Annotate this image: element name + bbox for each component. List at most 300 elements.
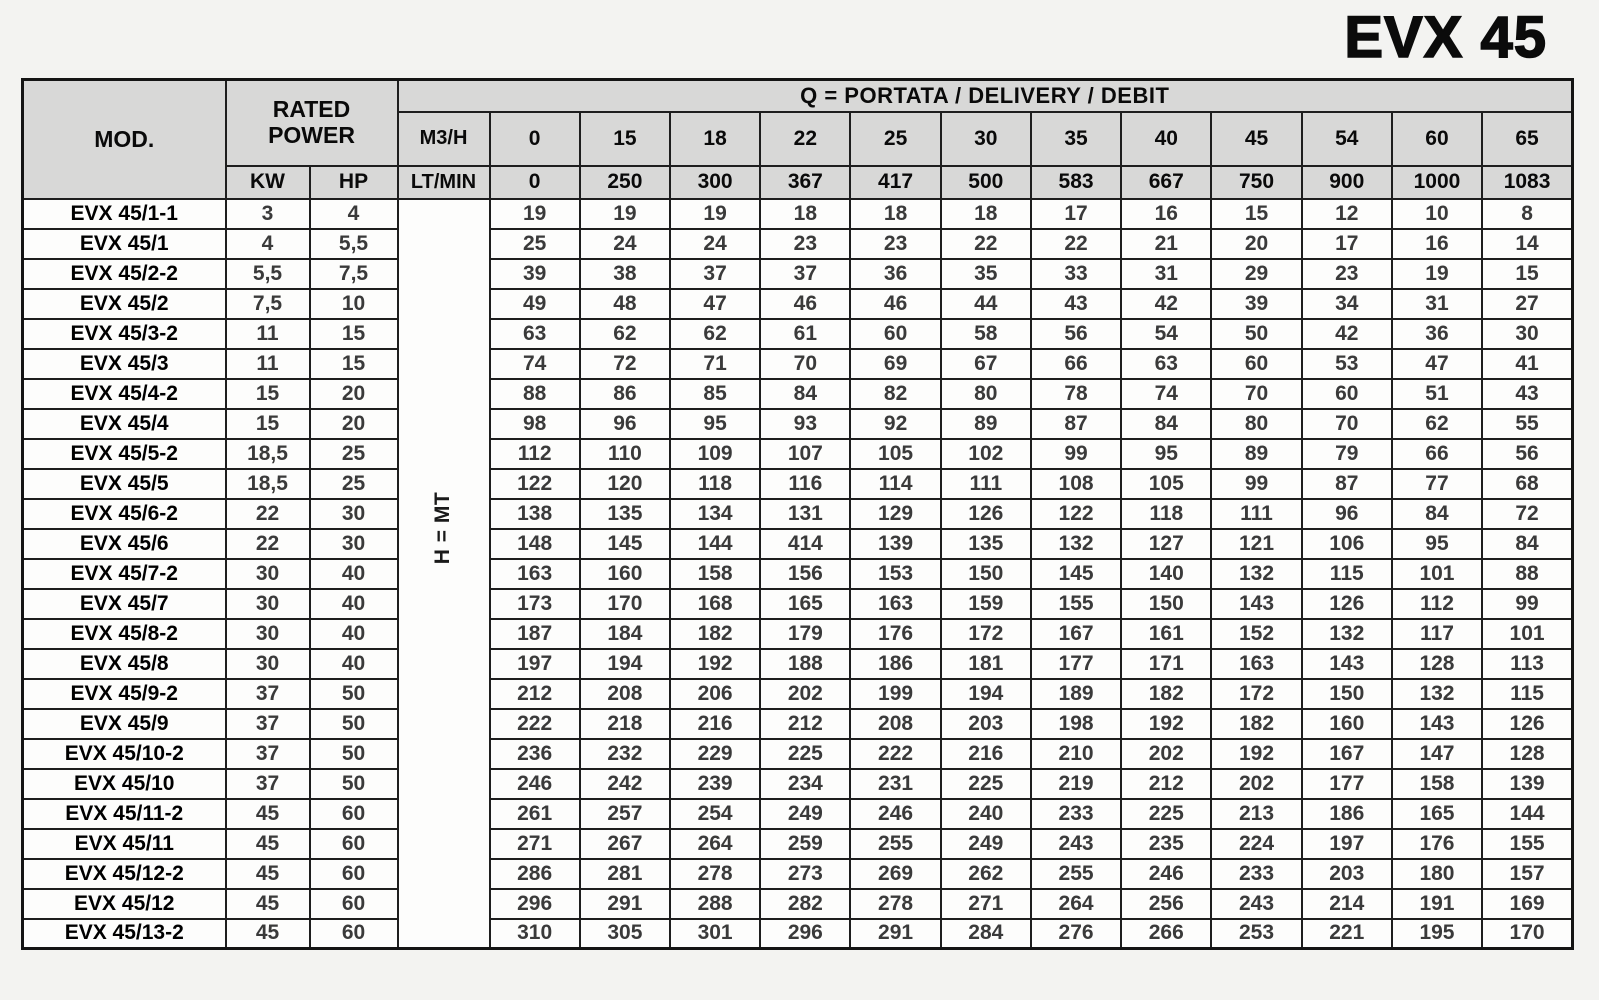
ltmin-value-cell: 667 xyxy=(1121,166,1211,199)
model-cell: EVX 45/2-2 xyxy=(23,259,226,289)
head-value-cell: 282 xyxy=(760,889,850,919)
head-value-cell: 191 xyxy=(1392,889,1482,919)
table-row xyxy=(23,289,1573,319)
head-value-cell: 99 xyxy=(1031,439,1121,469)
head-value-cell: 19 xyxy=(1392,259,1482,289)
head-value-cell: 43 xyxy=(1031,289,1121,319)
head-value-cell: 117 xyxy=(1392,619,1482,649)
table-row xyxy=(23,889,1573,919)
model-cell: EVX 45/6-2 xyxy=(23,499,226,529)
hp-cell: 4 xyxy=(310,199,398,229)
head-value-cell: 192 xyxy=(1121,709,1211,739)
head-value-cell: 95 xyxy=(1392,529,1482,559)
head-value-cell: 18 xyxy=(760,199,850,229)
head-value-cell: 143 xyxy=(1392,709,1482,739)
table-row xyxy=(23,799,1573,829)
head-value-cell: 70 xyxy=(1302,409,1392,439)
table-row xyxy=(23,829,1573,859)
head-value-cell: 66 xyxy=(1031,349,1121,379)
head-value-cell: 63 xyxy=(1121,349,1211,379)
kw-cell: 37 xyxy=(226,769,310,799)
hp-cell: 50 xyxy=(310,679,398,709)
head-value-cell: 262 xyxy=(941,859,1031,889)
head-value-cell: 134 xyxy=(670,499,760,529)
ltmin-value-cell: 300 xyxy=(670,166,760,199)
head-value-cell: 56 xyxy=(1482,439,1572,469)
head-value-cell: 234 xyxy=(760,769,850,799)
head-value-cell: 278 xyxy=(850,889,940,919)
head-value-cell: 15 xyxy=(1211,199,1301,229)
table-body xyxy=(23,199,1573,949)
model-cell: EVX 45/10 xyxy=(23,769,226,799)
kw-cell: 30 xyxy=(226,589,310,619)
table-row xyxy=(23,919,1573,949)
head-value-cell: 271 xyxy=(490,829,580,859)
head-value-cell: 288 xyxy=(670,889,760,919)
head-value-cell: 284 xyxy=(941,919,1031,949)
ltmin-value-cell: 0 xyxy=(490,166,580,199)
head-value-cell: 39 xyxy=(490,259,580,289)
head-value-cell: 121 xyxy=(1211,529,1301,559)
head-value-cell: 267 xyxy=(580,829,670,859)
rated-power-header: RATED POWER xyxy=(226,80,398,166)
head-value-cell: 88 xyxy=(490,379,580,409)
hp-cell: 25 xyxy=(310,439,398,469)
head-value-cell: 235 xyxy=(1121,829,1211,859)
head-value-cell: 176 xyxy=(1392,829,1482,859)
kw-cell: 30 xyxy=(226,619,310,649)
head-value-cell: 18 xyxy=(850,199,940,229)
head-value-cell: 155 xyxy=(1482,829,1572,859)
kw-header: KW xyxy=(226,166,310,199)
head-value-cell: 132 xyxy=(1392,679,1482,709)
head-value-cell: 291 xyxy=(580,889,670,919)
head-value-cell: 99 xyxy=(1482,589,1572,619)
head-value-cell: 210 xyxy=(1031,739,1121,769)
head-value-cell: 109 xyxy=(670,439,760,469)
head-value-cell: 172 xyxy=(1211,679,1301,709)
head-value-cell: 84 xyxy=(1482,529,1572,559)
head-value-cell: 296 xyxy=(760,919,850,949)
model-cell: EVX 45/11 xyxy=(23,829,226,859)
head-value-cell: 105 xyxy=(1121,469,1211,499)
head-value-cell: 74 xyxy=(1121,379,1211,409)
head-value-cell: 111 xyxy=(941,469,1031,499)
head-value-cell: 197 xyxy=(1302,829,1392,859)
head-value-cell: 266 xyxy=(1121,919,1211,949)
head-value-cell: 128 xyxy=(1392,649,1482,679)
head-value-cell: 144 xyxy=(670,529,760,559)
head-value-cell: 199 xyxy=(850,679,940,709)
head-value-cell: 62 xyxy=(1392,409,1482,439)
head-value-cell: 68 xyxy=(1482,469,1572,499)
table-row xyxy=(23,859,1573,889)
head-value-cell: 281 xyxy=(580,859,670,889)
head-value-cell: 17 xyxy=(1302,229,1392,259)
m3h-value-cell: 35 xyxy=(1031,112,1121,166)
head-value-cell: 116 xyxy=(760,469,850,499)
head-value-cell: 186 xyxy=(850,649,940,679)
head-value-cell: 46 xyxy=(850,289,940,319)
head-value-cell: 165 xyxy=(760,589,850,619)
table-row xyxy=(23,619,1573,649)
model-cell: EVX 45/5-2 xyxy=(23,439,226,469)
head-value-cell: 8 xyxy=(1482,199,1572,229)
head-value-cell: 180 xyxy=(1392,859,1482,889)
model-cell: EVX 45/10-2 xyxy=(23,739,226,769)
head-value-cell: 179 xyxy=(760,619,850,649)
head-value-cell: 25 xyxy=(490,229,580,259)
head-value-cell: 122 xyxy=(1031,499,1121,529)
head-value-cell: 192 xyxy=(670,649,760,679)
head-value-cell: 80 xyxy=(1211,409,1301,439)
head-value-cell: 129 xyxy=(850,499,940,529)
head-value-cell: 138 xyxy=(490,499,580,529)
head-value-cell: 273 xyxy=(760,859,850,889)
head-value-cell: 47 xyxy=(1392,349,1482,379)
mod-header: MOD. xyxy=(23,80,226,199)
head-value-cell: 60 xyxy=(1211,349,1301,379)
head-value-cell: 135 xyxy=(580,499,670,529)
head-value-cell: 194 xyxy=(941,679,1031,709)
head-value-cell: 70 xyxy=(1211,379,1301,409)
table-row xyxy=(23,769,1573,799)
table-row xyxy=(23,499,1573,529)
kw-cell: 30 xyxy=(226,559,310,589)
head-value-cell: 212 xyxy=(490,679,580,709)
head-value-cell: 114 xyxy=(850,469,940,499)
head-value-cell: 85 xyxy=(670,379,760,409)
head-value-cell: 246 xyxy=(850,799,940,829)
head-value-cell: 213 xyxy=(1211,799,1301,829)
head-value-cell: 255 xyxy=(850,829,940,859)
hp-cell: 40 xyxy=(310,589,398,619)
head-value-cell: 212 xyxy=(1121,769,1211,799)
table-row xyxy=(23,649,1573,679)
model-cell: EVX 45/4-2 xyxy=(23,379,226,409)
head-value-cell: 115 xyxy=(1302,559,1392,589)
head-value-cell: 182 xyxy=(1121,679,1211,709)
head-value-cell: 110 xyxy=(580,439,670,469)
head-value-cell: 177 xyxy=(1031,649,1121,679)
head-value-cell: 218 xyxy=(580,709,670,739)
table-header xyxy=(23,80,1573,199)
head-value-cell: 182 xyxy=(670,619,760,649)
kw-cell: 22 xyxy=(226,529,310,559)
head-value-cell: 23 xyxy=(1302,259,1392,289)
head-value-cell: 113 xyxy=(1482,649,1572,679)
head-value-cell: 61 xyxy=(760,319,850,349)
head-value-cell: 135 xyxy=(941,529,1031,559)
head-value-cell: 255 xyxy=(1031,859,1121,889)
head-value-cell: 35 xyxy=(941,259,1031,289)
head-value-cell: 156 xyxy=(760,559,850,589)
head-value-cell: 132 xyxy=(1211,559,1301,589)
head-value-cell: 37 xyxy=(760,259,850,289)
hp-cell: 50 xyxy=(310,769,398,799)
table-row xyxy=(23,469,1573,499)
head-value-cell: 144 xyxy=(1482,799,1572,829)
head-value-cell: 165 xyxy=(1392,799,1482,829)
head-value-cell: 195 xyxy=(1392,919,1482,949)
m3h-label: M3/H xyxy=(398,112,490,166)
model-cell: EVX 45/1 xyxy=(23,229,226,259)
head-value-cell: 147 xyxy=(1392,739,1482,769)
head-value-cell: 264 xyxy=(1031,889,1121,919)
head-value-cell: 171 xyxy=(1121,649,1211,679)
header-row-q xyxy=(23,80,1573,112)
head-value-cell: 310 xyxy=(490,919,580,949)
ltmin-value-cell: 900 xyxy=(1302,166,1392,199)
head-value-cell: 29 xyxy=(1211,259,1301,289)
head-value-cell: 22 xyxy=(941,229,1031,259)
kw-cell: 45 xyxy=(226,829,310,859)
head-value-cell: 150 xyxy=(1302,679,1392,709)
head-value-cell: 84 xyxy=(1121,409,1211,439)
head-value-cell: 254 xyxy=(670,799,760,829)
head-value-cell: 216 xyxy=(670,709,760,739)
m3h-value-cell: 30 xyxy=(941,112,1031,166)
head-value-cell: 148 xyxy=(490,529,580,559)
head-value-cell: 233 xyxy=(1031,799,1121,829)
kw-cell: 18,5 xyxy=(226,469,310,499)
head-value-cell: 31 xyxy=(1392,289,1482,319)
head-value-cell: 186 xyxy=(1302,799,1392,829)
head-value-cell: 219 xyxy=(1031,769,1121,799)
table-row xyxy=(23,709,1573,739)
model-cell: EVX 45/11-2 xyxy=(23,799,226,829)
table-row xyxy=(23,439,1573,469)
model-cell: EVX 45/1-1 xyxy=(23,199,226,229)
head-value-cell: 150 xyxy=(1121,589,1211,619)
head-value-cell: 221 xyxy=(1302,919,1392,949)
head-value-cell: 208 xyxy=(580,679,670,709)
model-cell: EVX 45/7 xyxy=(23,589,226,619)
head-value-cell: 31 xyxy=(1121,259,1211,289)
head-value-cell: 38 xyxy=(580,259,670,289)
head-value-cell: 101 xyxy=(1482,619,1572,649)
head-value-cell: 72 xyxy=(580,349,670,379)
head-value-cell: 139 xyxy=(850,529,940,559)
head-value-cell: 36 xyxy=(1392,319,1482,349)
table-row xyxy=(23,319,1573,349)
head-value-cell: 112 xyxy=(1392,589,1482,619)
hp-header: HP xyxy=(310,166,398,199)
m3h-value-cell: 22 xyxy=(760,112,850,166)
ltmin-value-cell: 367 xyxy=(760,166,850,199)
head-value-cell: 172 xyxy=(941,619,1031,649)
head-value-cell: 50 xyxy=(1211,319,1301,349)
kw-cell: 5,5 xyxy=(226,259,310,289)
hp-cell: 50 xyxy=(310,739,398,769)
head-value-cell: 414 xyxy=(760,529,850,559)
head-value-cell: 36 xyxy=(850,259,940,289)
head-value-cell: 48 xyxy=(580,289,670,319)
kw-cell: 37 xyxy=(226,709,310,739)
head-value-cell: 286 xyxy=(490,859,580,889)
model-cell: EVX 45/3 xyxy=(23,349,226,379)
head-value-cell: 246 xyxy=(490,769,580,799)
head-value-cell: 43 xyxy=(1482,379,1572,409)
head-value-cell: 42 xyxy=(1302,319,1392,349)
head-value-cell: 105 xyxy=(850,439,940,469)
model-cell: EVX 45/13-2 xyxy=(23,919,226,949)
table-row xyxy=(23,379,1573,409)
head-value-cell: 188 xyxy=(760,649,850,679)
head-value-cell: 271 xyxy=(941,889,1031,919)
hp-cell: 30 xyxy=(310,499,398,529)
head-value-cell: 242 xyxy=(580,769,670,799)
model-cell: EVX 45/5 xyxy=(23,469,226,499)
head-value-cell: 132 xyxy=(1031,529,1121,559)
head-value-cell: 246 xyxy=(1121,859,1211,889)
head-value-cell: 15 xyxy=(1482,259,1572,289)
head-value-cell: 72 xyxy=(1482,499,1572,529)
head-value-cell: 27 xyxy=(1482,289,1572,319)
kw-cell: 4 xyxy=(226,229,310,259)
table-wrapper xyxy=(21,78,1574,950)
head-value-cell: 126 xyxy=(1482,709,1572,739)
head-value-cell: 243 xyxy=(1211,889,1301,919)
head-value-cell: 66 xyxy=(1392,439,1482,469)
hp-cell: 60 xyxy=(310,829,398,859)
model-cell: EVX 45/12 xyxy=(23,889,226,919)
m3h-value-cell: 15 xyxy=(580,112,670,166)
head-value-cell: 222 xyxy=(850,739,940,769)
head-value-cell: 23 xyxy=(760,229,850,259)
model-cell: EVX 45/3-2 xyxy=(23,319,226,349)
head-value-cell: 202 xyxy=(1211,769,1301,799)
head-value-cell: 225 xyxy=(941,769,1031,799)
head-value-cell: 20 xyxy=(1211,229,1301,259)
head-value-cell: 93 xyxy=(760,409,850,439)
head-value-cell: 257 xyxy=(580,799,670,829)
head-value-cell: 233 xyxy=(1211,859,1301,889)
ltmin-value-cell: 583 xyxy=(1031,166,1121,199)
head-value-cell: 296 xyxy=(490,889,580,919)
table-row xyxy=(23,559,1573,589)
m3h-value-cell: 45 xyxy=(1211,112,1301,166)
hp-cell: 20 xyxy=(310,409,398,439)
table-row xyxy=(23,529,1573,559)
head-value-cell: 19 xyxy=(580,199,670,229)
head-value-cell: 106 xyxy=(1302,529,1392,559)
head-value-cell: 63 xyxy=(490,319,580,349)
m3h-value-cell: 60 xyxy=(1392,112,1482,166)
head-value-cell: 231 xyxy=(850,769,940,799)
head-value-cell: 187 xyxy=(490,619,580,649)
hp-cell: 60 xyxy=(310,799,398,829)
head-value-cell: 89 xyxy=(941,409,1031,439)
head-value-cell: 12 xyxy=(1302,199,1392,229)
head-value-cell: 224 xyxy=(1211,829,1301,859)
head-value-cell: 145 xyxy=(580,529,670,559)
head-value-cell: 126 xyxy=(941,499,1031,529)
h-mt-label: H = MT xyxy=(431,492,455,565)
kw-cell: 15 xyxy=(226,409,310,439)
model-cell: EVX 45/9-2 xyxy=(23,679,226,709)
head-value-cell: 161 xyxy=(1121,619,1211,649)
head-value-cell: 77 xyxy=(1392,469,1482,499)
table-row xyxy=(23,589,1573,619)
head-value-cell: 69 xyxy=(850,349,940,379)
ltmin-label: LT/MIN xyxy=(398,166,490,199)
m3h-value-cell: 65 xyxy=(1482,112,1572,166)
ltmin-value-cell: 500 xyxy=(941,166,1031,199)
head-value-cell: 158 xyxy=(670,559,760,589)
model-cell: EVX 45/12-2 xyxy=(23,859,226,889)
hp-cell: 10 xyxy=(310,289,398,319)
hp-cell: 50 xyxy=(310,709,398,739)
head-value-cell: 37 xyxy=(670,259,760,289)
page-title: EVX 45 xyxy=(1344,5,1547,70)
head-value-cell: 22 xyxy=(1031,229,1121,259)
head-value-cell: 229 xyxy=(670,739,760,769)
ltmin-value-cell: 417 xyxy=(850,166,940,199)
m3h-value-cell: 0 xyxy=(490,112,580,166)
head-value-cell: 78 xyxy=(1031,379,1121,409)
head-value-cell: 163 xyxy=(1211,649,1301,679)
head-value-cell: 197 xyxy=(490,649,580,679)
head-value-cell: 269 xyxy=(850,859,940,889)
kw-cell: 45 xyxy=(226,799,310,829)
head-value-cell: 184 xyxy=(580,619,670,649)
kw-cell: 45 xyxy=(226,889,310,919)
head-value-cell: 216 xyxy=(941,739,1031,769)
head-value-cell: 239 xyxy=(670,769,760,799)
kw-cell: 45 xyxy=(226,919,310,949)
head-value-cell: 145 xyxy=(1031,559,1121,589)
head-value-cell: 158 xyxy=(1392,769,1482,799)
head-value-cell: 132 xyxy=(1302,619,1392,649)
head-value-cell: 208 xyxy=(850,709,940,739)
head-value-cell: 168 xyxy=(670,589,760,619)
head-value-cell: 249 xyxy=(941,829,1031,859)
head-value-cell: 14 xyxy=(1482,229,1572,259)
head-value-cell: 253 xyxy=(1211,919,1301,949)
head-value-cell: 167 xyxy=(1031,619,1121,649)
head-value-cell: 152 xyxy=(1211,619,1301,649)
model-cell: EVX 45/8 xyxy=(23,649,226,679)
head-value-cell: 291 xyxy=(850,919,940,949)
head-value-cell: 153 xyxy=(850,559,940,589)
head-value-cell: 155 xyxy=(1031,589,1121,619)
head-value-cell: 122 xyxy=(490,469,580,499)
head-value-cell: 95 xyxy=(1121,439,1211,469)
head-value-cell: 176 xyxy=(850,619,940,649)
head-value-cell: 225 xyxy=(1121,799,1211,829)
head-value-cell: 95 xyxy=(670,409,760,439)
table-row xyxy=(23,679,1573,709)
head-value-cell: 67 xyxy=(941,349,1031,379)
head-value-cell: 71 xyxy=(670,349,760,379)
head-value-cell: 82 xyxy=(850,379,940,409)
kw-cell: 18,5 xyxy=(226,439,310,469)
header-row-ltmin xyxy=(23,166,1573,199)
head-value-cell: 118 xyxy=(670,469,760,499)
hp-cell: 60 xyxy=(310,889,398,919)
head-value-cell: 202 xyxy=(1121,739,1211,769)
head-value-cell: 96 xyxy=(1302,499,1392,529)
head-value-cell: 212 xyxy=(760,709,850,739)
head-value-cell: 127 xyxy=(1121,529,1211,559)
hp-cell: 40 xyxy=(310,649,398,679)
table-row xyxy=(23,349,1573,379)
hp-cell: 7,5 xyxy=(310,259,398,289)
head-value-cell: 56 xyxy=(1031,319,1121,349)
head-value-cell: 276 xyxy=(1031,919,1121,949)
head-value-cell: 203 xyxy=(1302,859,1392,889)
